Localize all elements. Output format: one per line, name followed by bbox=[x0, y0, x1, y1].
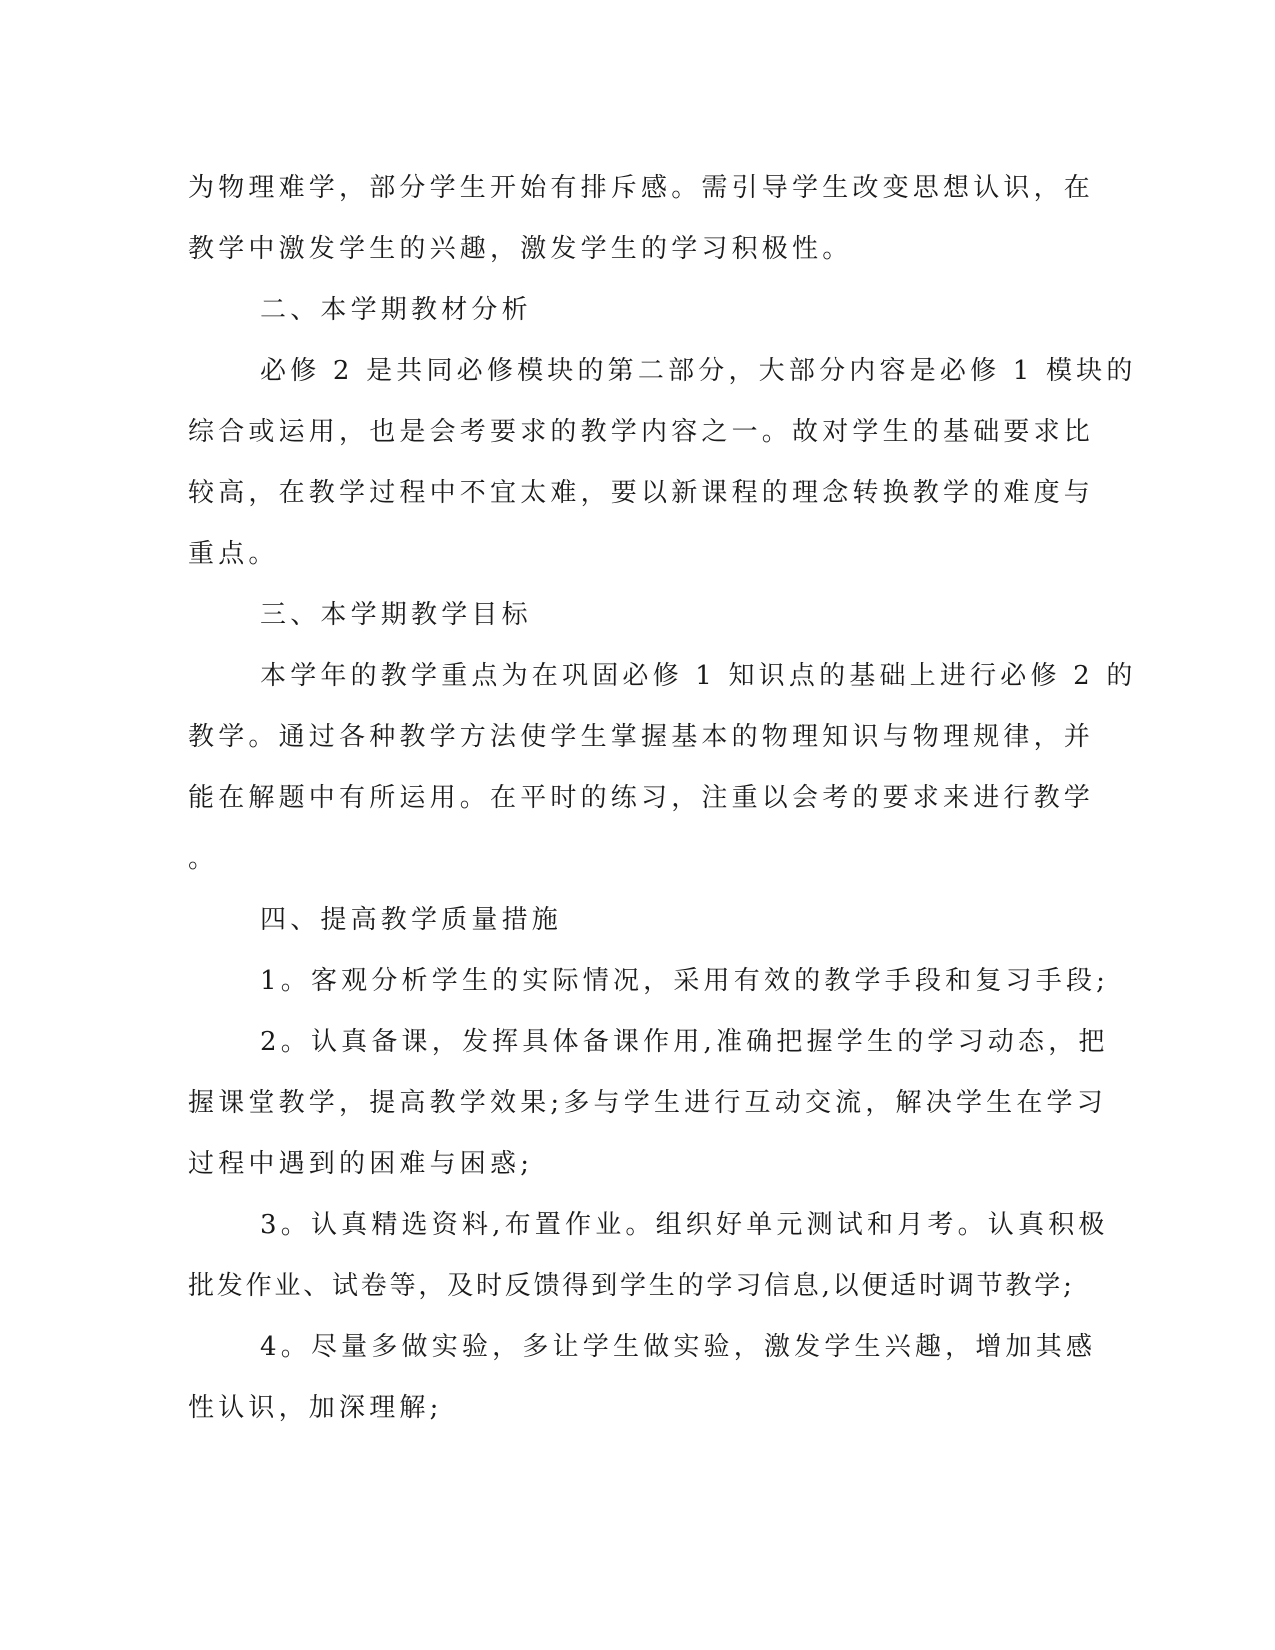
text-line-17: 过程中遇到的困难与困惑; bbox=[188, 1149, 534, 1179]
text-line-9: 本学年的教学重点为在巩固必修 1 知识点的基础上进行必修 2 的 bbox=[260, 661, 1137, 691]
text-line-19: 批发作业、试卷等，及时反馈得到学生的学习信息,以便适时调节教学; bbox=[188, 1271, 1075, 1301]
section-heading-quality-measures: 四、提高教学质量措施 bbox=[260, 905, 563, 935]
text-line-5: 综合或运用，也是会考要求的教学内容之一。故对学生的基础要求比 bbox=[188, 417, 1095, 447]
text-line-11: 能在解题中有所运用。在平时的练习，注重以会考的要求来进行教学 bbox=[188, 783, 1095, 813]
text-line-16: 握课堂教学，提高教学效果;多与学生进行互动交流，解决学生在学习 bbox=[188, 1088, 1107, 1118]
body-text bbox=[188, 158, 1137, 1439]
text-line-12: 。 bbox=[188, 844, 219, 874]
measure-item-3: 3。认真精选资料,布置作业。组织好单元测试和月考。认真积极 bbox=[260, 1210, 1109, 1240]
text-line-10: 教学。通过各种教学方法使学生掌握基本的物理知识与物理规律，并 bbox=[188, 722, 1095, 752]
text-line-4: 必修 2 是共同必修模块的第二部分，大部分内容是必修 1 模块的 bbox=[260, 356, 1137, 386]
measure-item-2: 2。认真备课，发挥具体备课作用,准确把握学生的学习动态，把 bbox=[260, 1027, 1109, 1057]
measure-item-4: 4。尽量多做实验，多让学生做实验，激发学生兴趣，增加其感 bbox=[260, 1332, 1097, 1362]
measure-item-1: 1。客观分析学生的实际情况，采用有效的教学手段和复习手段; bbox=[260, 966, 1110, 996]
section-heading-teaching-goals: 三、本学期教学目标 bbox=[260, 600, 532, 630]
text-line-1: 为物理难学，部分学生开始有排斥感。需引导学生改变思想认识，在 bbox=[188, 173, 1095, 203]
text-line-2: 教学中激发学生的兴趣，激发学生的学习积极性。 bbox=[188, 234, 853, 264]
text-line-6: 较高，在教学过程中不宜太难，要以新课程的理念转换教学的难度与 bbox=[188, 478, 1095, 508]
text-line-7: 重点。 bbox=[188, 539, 279, 569]
text-line-21: 性认识，加深理解; bbox=[188, 1393, 443, 1423]
section-heading-textbook-analysis: 二、本学期教材分析 bbox=[260, 295, 532, 325]
